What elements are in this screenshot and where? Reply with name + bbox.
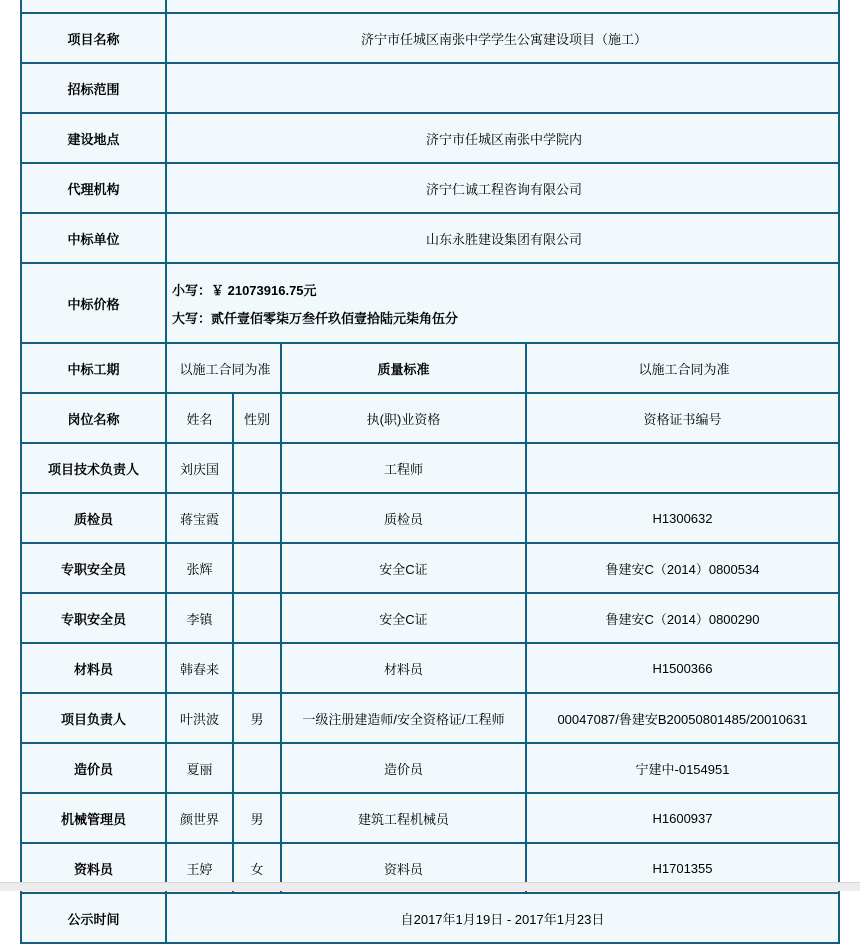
row-value — [166, 0, 839, 13]
cert-no-cell: H1701355 — [526, 843, 839, 893]
table-row-winner — [21, 213, 839, 263]
duration-value: 以施工合同为准 — [166, 343, 281, 393]
cert-no-cell: H1600937 — [526, 793, 839, 843]
table-row-personnel — [21, 543, 839, 593]
qualification-cell: 一级注册建造师/安全资格证/工程师 — [281, 693, 526, 743]
row-label: 招标范围 — [21, 63, 166, 113]
table-row-duration — [21, 343, 839, 393]
position-cell: 专职安全员 — [21, 543, 166, 593]
gender-cell — [233, 593, 281, 643]
cert-no-cell: H1300632 — [526, 493, 839, 543]
position-cell: 造价员 — [21, 743, 166, 793]
cert-no-cell: 宁建中-0154951 — [526, 743, 839, 793]
gender-cell — [233, 443, 281, 493]
row-label: 公示时间 — [21, 893, 166, 943]
row-label — [21, 0, 166, 13]
cert-no-cell: 00047087/鲁建安B20050801485/20010631 — [526, 693, 839, 743]
bottom-edge-bar — [0, 882, 860, 891]
gender-cell — [233, 743, 281, 793]
name-cell: 韩春来 — [166, 643, 233, 693]
row-label: 代理机构 — [21, 163, 166, 213]
row-label: 中标价格 — [21, 263, 166, 343]
name-cell: 蒋宝霞 — [166, 493, 233, 543]
qualification-cell: 资料员 — [281, 843, 526, 893]
name-cell: 李镇 — [166, 593, 233, 643]
price-lowercase: 小写：￥ 21073916.75元 — [172, 282, 317, 298]
price-uppercase: 大写：贰仟壹佰零柒万叁仟玖佰壹拾陆元柒角伍分 — [172, 310, 459, 326]
qualification-cell: 质检员 — [281, 493, 526, 543]
header-position: 岗位名称 — [21, 393, 166, 443]
qualification-cell: 建筑工程机械员 — [281, 793, 526, 843]
row-label: 中标工期 — [21, 343, 166, 393]
header-qualification: 执(职)业资格 — [281, 393, 526, 443]
gender-cell — [233, 543, 281, 593]
cert-no-cell: 鲁建安C（2014）0800290 — [526, 593, 839, 643]
name-cell: 夏丽 — [166, 743, 233, 793]
agency-value: 济宁仁诚工程咨询有限公司 — [166, 163, 839, 213]
gender-cell: 男 — [233, 793, 281, 843]
location-value: 济宁市任城区南张中学院内 — [166, 113, 839, 163]
row-label: 中标单位 — [21, 213, 166, 263]
winner-value: 山东永胜建设集团有限公司 — [166, 213, 839, 263]
quality-standard-label: 质量标准 — [281, 343, 526, 393]
project-name-value: 济宁市任城区南张中学学生公寓建设项目（施工） — [166, 13, 839, 63]
bid-scope-value — [166, 63, 839, 113]
header-gender: 性别 — [233, 393, 281, 443]
table-row-price — [21, 263, 839, 343]
bid-result-table — [20, 0, 840, 944]
gender-cell — [233, 493, 281, 543]
name-cell: 颜世界 — [166, 793, 233, 843]
row-label: 建设地点 — [21, 113, 166, 163]
name-cell: 张辉 — [166, 543, 233, 593]
gender-cell: 男 — [233, 693, 281, 743]
header-cert-no: 资格证书编号 — [526, 393, 839, 443]
qualification-cell: 造价员 — [281, 743, 526, 793]
cert-no-cell — [526, 443, 839, 493]
row-label: 项目名称 — [21, 13, 166, 63]
table-row-personnel — [21, 693, 839, 743]
table-row-personnel — [21, 593, 839, 643]
header-name: 姓名 — [166, 393, 233, 443]
table-row-personnel — [21, 643, 839, 693]
cert-no-cell: H1500366 — [526, 643, 839, 693]
table-row-project-name — [21, 13, 839, 63]
position-cell: 质检员 — [21, 493, 166, 543]
position-cell: 项目技术负责人 — [21, 443, 166, 493]
name-cell: 王婷 — [166, 843, 233, 893]
position-cell: 项目负责人 — [21, 693, 166, 743]
position-cell: 机械管理员 — [21, 793, 166, 843]
table-row-personnel-header — [21, 393, 839, 443]
position-cell: 材料员 — [21, 643, 166, 693]
qualification-cell: 工程师 — [281, 443, 526, 493]
gender-cell: 女 — [233, 843, 281, 893]
quality-standard-value: 以施工合同为准 — [526, 343, 839, 393]
table-row-partial — [21, 0, 839, 13]
table-row-bid-scope — [21, 63, 839, 113]
table-row-personnel — [21, 493, 839, 543]
table-row-publicity — [21, 893, 839, 943]
table-row-agency — [21, 163, 839, 213]
publicity-value: 自2017年1月19日 - 2017年1月23日 — [166, 893, 839, 943]
cert-no-cell: 鲁建安C（2014）0800534 — [526, 543, 839, 593]
position-cell: 资料员 — [21, 843, 166, 893]
table-row-personnel — [21, 443, 839, 493]
price-value-cell — [166, 263, 839, 343]
name-cell: 刘庆国 — [166, 443, 233, 493]
position-cell: 专职安全员 — [21, 593, 166, 643]
table-row-location — [21, 113, 839, 163]
qualification-cell: 材料员 — [281, 643, 526, 693]
qualification-cell: 安全C证 — [281, 593, 526, 643]
table-row-personnel — [21, 743, 839, 793]
table-row-personnel — [21, 793, 839, 843]
gender-cell — [233, 643, 281, 693]
qualification-cell: 安全C证 — [281, 543, 526, 593]
name-cell: 叶洪波 — [166, 693, 233, 743]
